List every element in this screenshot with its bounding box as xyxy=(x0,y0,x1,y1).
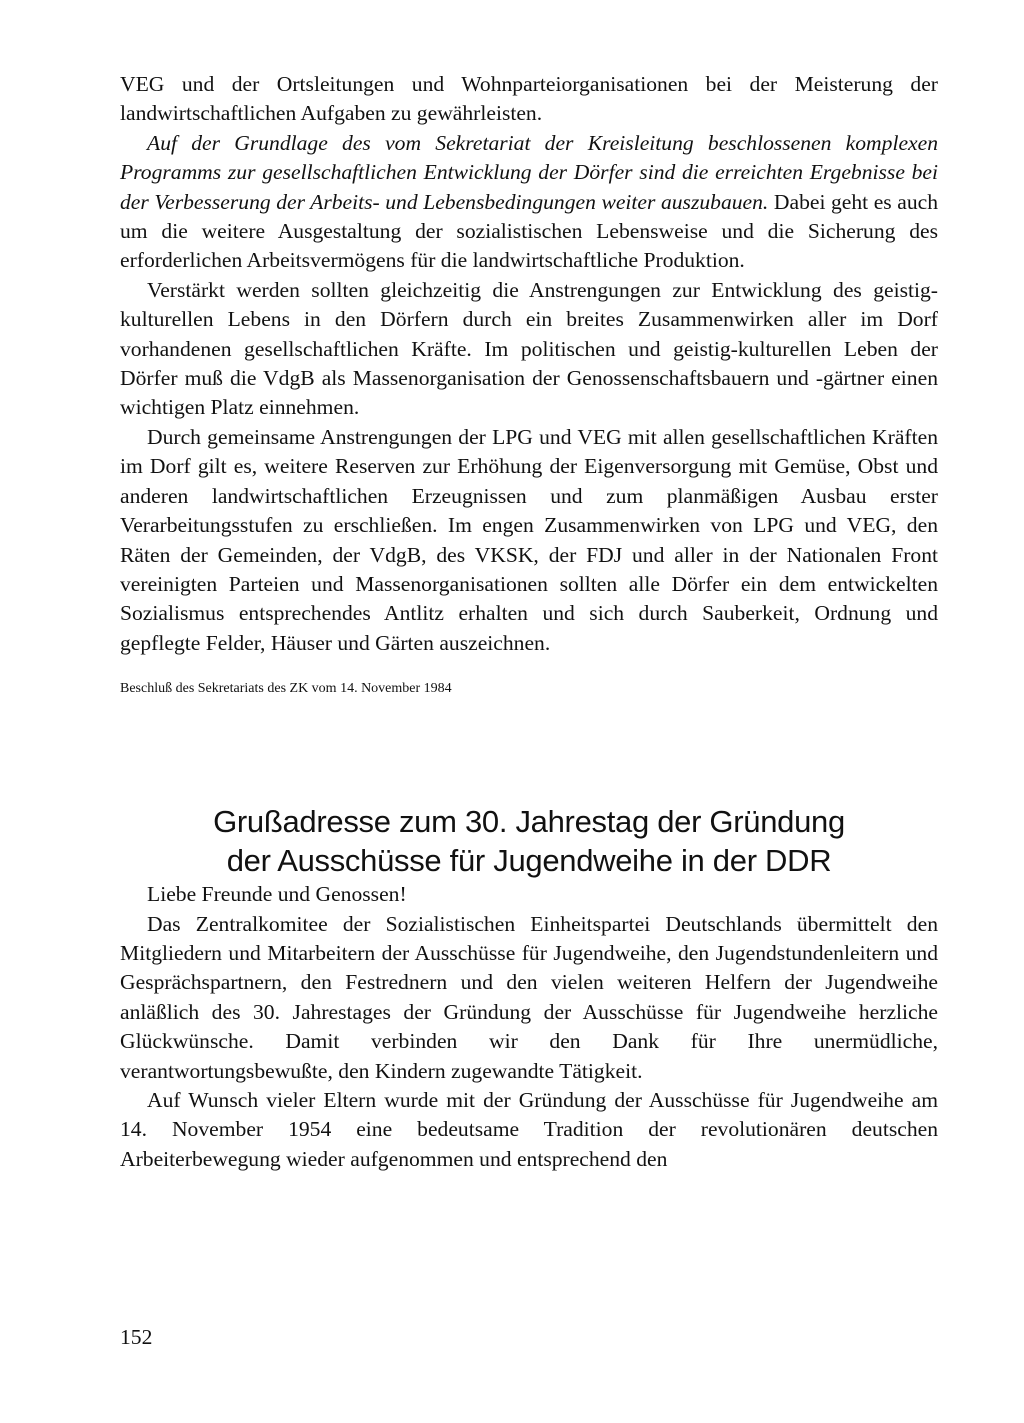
source-citation: Beschluß des Sekretariats des ZK vom 14. November 1984 xyxy=(120,681,452,697)
paragraph-4: Durch gemeinsame Anstrengungen der LPG und VEG mit allen gesellschaftlichen Kräften im Dorf gilt es, weitere Reserven zur Erhöhung der Eigenversorgung mit Gemüse, Obst und anderen landwirtschaftlichen Erzeugnissen und zum planmäßigen Ausbau erster Verarbeitungsstufen zu erschließen. Im engen Zusammenwirken von LPG und VEG, den Räten der Gemeinden, der VdgB, des VKSK, der FDJ und aller in der Nationalen Front vereinigten Parteien und Massenorganisationen sollten alle Dörfer ein dem entwickelten Sozialismus entsprechendes Antlitz erhalten und sich durch Sauberkeit, Ordnung und gepflegte Felder, Häuser und Gärten auszeichnen. xyxy=(120,424,938,655)
paragraph-6: Auf Wunsch vieler Eltern wurde mit der Gründung der Ausschüsse für Jugendweihe am 14. November 1954 eine bedeutsame Tradition der revolutionären deutschen Arbeiterbewegung wieder aufgenommen und entsprechend den xyxy=(120,1087,938,1171)
heading-line-2: der Ausschüsse für Jugendweihe in der DDR xyxy=(226,843,832,879)
heading-line-1: Grußadresse zum 30. Jahrestag der Gründung xyxy=(213,804,845,840)
greeting: Liebe Freunde und Genossen! xyxy=(147,882,407,907)
paragraph-2 xyxy=(120,129,938,276)
page-number: 152 xyxy=(120,1325,153,1349)
document-page xyxy=(120,70,938,1174)
paragraph-5: Das Zentralkomitee der Sozialistischen Einheitspartei Deutschlands übermittelt den Mitgliedern und Mitarbeitern der Ausschüsse für Jugendweihe, den Jugendstundenleitern und Gesprächspartnern, den Festrednern und den vielen weiteren Helfern der Jugendweihe anläßlich des 30. Jahrestages der Gründung der Ausschüsse für Jugendweihe herzliche Glückwünsche. Damit verbinden wir den Dank für Ihre unermüdliche, verantwortungsbewußte, den Kindern zugewandte Tätigkeit. xyxy=(120,911,938,1083)
paragraph-2-italic: Auf der Grundlage des vom Sekretariat der Kreisleitung beschlossenen komplexen Programms zur gesellschaftlichen Entwicklung der Dörfer sind die erreichten Ergebnisse bei der Verbesserung der Arbeits- und Lebensbedingungen weiter auszubauen. xyxy=(120,130,938,214)
paragraph-3: Verstärkt werden sollten gleichzeitig die Anstrengungen zur Entwicklung des geistig-kulturellen Lebens in den Dörfern durch ein breites Zusammenwirken aller im Dorf vorhandenen gesellschaftlichen Kräfte. Im politischen und geistig-kulturellen Leben der Dörfer muß die VdgB als Massenorganisation der Genossenschaftsbauern und -gärtner einen wichtigen Platz einnehmen. xyxy=(120,277,938,420)
paragraph-1: VEG und der Ortsleitungen und Wohnparteiorganisationen bei der Meisterung der landwirtschaftlichen Aufgaben zu gewährleisten. xyxy=(120,72,938,126)
section-heading xyxy=(120,802,938,880)
paragraph-2-rest: Dabei geht es auch um die weitere Ausgestaltung der sozialistischen Lebensweise und die Sicherung des erforderlichen Arbeitsvermögens für die landwirtschaftliche Produktion. xyxy=(120,189,938,273)
